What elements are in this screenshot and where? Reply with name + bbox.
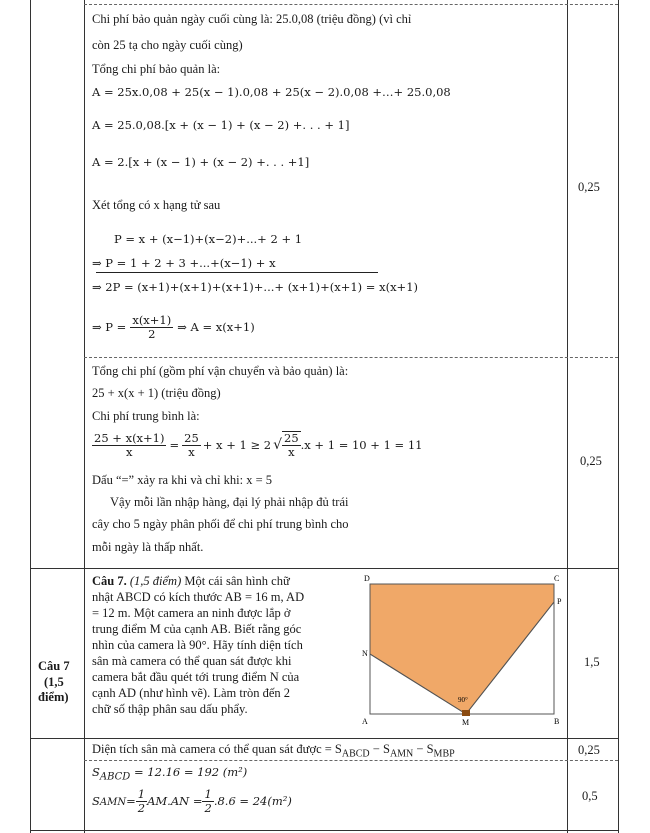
fraction-numerator: x(x+1) [132,312,172,327]
point-label-n: N [362,649,368,658]
grid-line [84,0,85,833]
equation-line: ⇒ P = 1 + 2 + 3 +...+(x−1) + x [92,256,276,270]
fraction [136,788,147,815]
point-label-a: A [362,717,368,726]
equation-line: A = 25.0,08.[x + (x − 1) + (x − 2) +. . . + 1] [92,118,350,132]
fraction-numerator: 25 [284,431,299,445]
score-value: 1,5 [584,655,600,669]
text-part: AM.AN = [147,793,203,808]
fraction [92,432,166,459]
equation-line: P = x + (x−1)+(x−2)+...+ 2 + 1 [114,232,303,246]
point-label-m: M [462,718,470,727]
grid-line [84,357,618,358]
score-value: 0,25 [578,180,600,194]
grid-line [30,738,618,739]
grid-line [30,830,618,831]
text-line: Tổng chi phí (gồm phí vận chuyển và bảo quản) là: [92,364,349,378]
score-value: 0,25 [578,743,600,757]
question-label: điểm) [38,690,69,704]
text-line: Tổng chi phí bảo quản là: [92,62,221,76]
text-line: cây cho 5 ngày phân phối để chi phí trung bình cho [92,517,349,531]
subscript: ABCD [99,771,131,783]
fraction-numerator: 1 [204,786,212,801]
text-part: S [92,793,100,808]
text-line: Dấu “=” xảy ra khi và chỉ khi: x = 5 [92,473,273,487]
point-label-c: C [554,574,560,583]
question-text: Một cái sân hình chữ [181,574,290,588]
equation-line: A = 2.[x + (x − 1) + (x − 2) +. . . +1] [92,155,310,169]
fraction-denominator: 2 [137,800,146,815]
text-part: = 12.16 = 192 (m²) [130,765,248,779]
fraction-denominator: x [125,444,133,459]
question-label: Câu 7 [38,659,70,673]
observed-area [370,584,554,714]
grid-line [84,4,618,5]
point-label-p: P [557,597,562,606]
question-title: Câu 7. [92,574,127,588]
text-line: 25 + x(x + 1) (triệu đồng) [92,386,221,400]
equation-part: ⇒ A = x(x+1) [177,319,255,334]
question-line: nhìn của camera là 90°. Hãy tính diện tích [92,638,303,652]
point-label-b: B [554,717,560,726]
equation-line: ⇒ 2P = (x+1)+(x+1)+(x+1)+...+ (x+1)+(x+1) = x(x+1) [92,280,418,294]
equation-line: A = 25x.0,08 + 25(x − 1).0,08 + 25(x − 2).0,08 +…+ 25.0,08 [92,85,451,99]
text-line: Chi phí trung bình là: [92,409,200,423]
equation-part: = [169,437,180,452]
fraction-numerator: 25 [184,430,199,445]
question-line: nhật ABCD có kích thước AB = 16 m, AD [92,590,305,604]
grid-line [30,0,31,833]
subscript: ABCD [341,748,370,760]
fraction-denominator: 2 [148,326,156,341]
fraction-numerator: 1 [137,786,146,801]
fraction [202,788,213,815]
equation-line [92,310,255,344]
angle-label: 90° [458,696,468,704]
equation-part: ⇒ P = [92,319,127,334]
score-value: 0,25 [580,454,602,468]
point-label-d: D [364,574,370,583]
fraction [130,314,173,341]
fraction-denominator: x [188,444,195,459]
text-part: − S [369,742,390,756]
equation-line [92,765,247,784]
question-line: = 12 m. Một camera an ninh được lắp ở [92,606,291,620]
text-part: S [92,765,100,779]
equation-line [92,428,422,462]
text-line: mỗi ngày là thấp nhất. [92,540,204,554]
text-line: Chi phí bảo quản ngày cuối cùng là: 25.0,08 (triệu đồng) (vì chỉ [92,12,412,26]
text-part: Diện tích sân mà camera có thể quan sát được = S [92,742,342,756]
sum-underline [96,272,378,273]
question-label: (1,5 [44,675,64,689]
question-points: (1,5 điểm) [129,574,182,588]
camera-marker [462,710,470,716]
text-line: còn 25 tạ cho ngày cuối cùng) [92,38,243,52]
text-line [92,742,455,762]
question-line: camera bắt đầu quét tới trung điểm N của [92,670,300,684]
grid-line [567,0,568,833]
fraction [182,432,201,459]
subscript: MBP [433,748,455,760]
equation-line [92,784,292,818]
question-line: trung điểm M của cạnh AB. Biết rằng góc [92,622,302,636]
fraction [282,431,301,459]
score-value: 0,5 [582,789,598,803]
text-part: − S [413,742,434,756]
equation-part: + x + 1 ≥ 2 [202,437,272,452]
fraction-denominator: 2 [204,800,212,815]
equation-part: .x + 1 = 10 + 1 = 11 [300,437,423,452]
subscript: AMN [99,797,127,808]
subscript: AMN [389,748,414,760]
fraction-denominator: x [288,445,295,459]
question-line: sân mà camera có thể quan sát được khi [92,654,292,668]
text-part: .8.6 = 24(m²) [213,793,292,808]
question-line: cạnh AD (như hình vẽ). Làm tròn đến 2 [92,686,291,700]
grid-line [30,568,618,569]
question-line [92,574,290,589]
grid-line [618,0,619,833]
question-line: chữ số thập phân sau dấu phẩy. [92,702,248,716]
sqrt-sign: √ [273,436,282,453]
fraction-numerator: 25 + x(x+1) [94,430,165,445]
text-line: Vậy mỗi lần nhập hàng, đại lý phải nhập đủ trái [110,495,349,509]
yard-figure [362,572,562,728]
text-line: Xét tổng có x hạng tử sau [92,198,221,212]
text-part: = [126,793,136,808]
